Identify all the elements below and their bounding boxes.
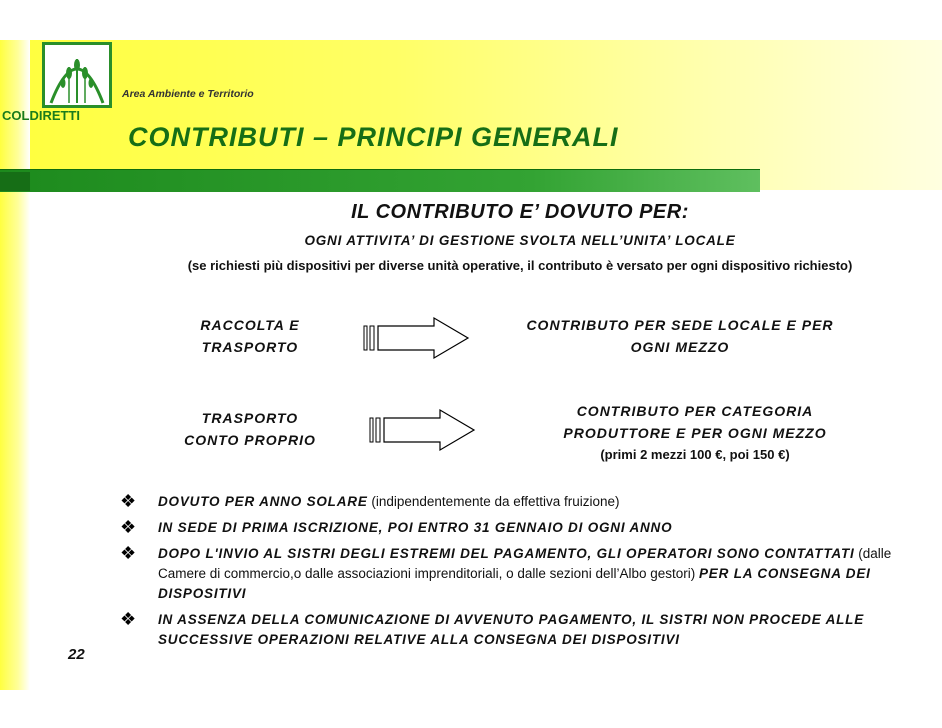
page-title: CONTRIBUTI – PRINCIPI GENERALI: [128, 122, 619, 152]
row1-right-line1: CONTRIBUTO PER SEDE LOCALE E PER: [526, 317, 834, 333]
diamond-bullet-icon: ❖: [120, 517, 137, 537]
row1-left-label: [165, 314, 335, 358]
bullet1-normal: (indipendentemente da effettiva fruizione): [367, 494, 620, 509]
bullet3-bold: DOPO L'INVIO AL SISTRI DEGLI ESTREMI DEL PAGAMENTO, GLI OPERATORI SONO CONTATTATI: [158, 546, 855, 561]
intro-note: (se richiesti più dispositivi per diverse unità operative, il contributo è versato per ogni dispositivo richiesto): [187, 258, 853, 273]
diamond-bullet-icon: ❖: [120, 609, 137, 629]
row2-left-line1: TRASPORTO: [201, 410, 299, 426]
bullet-list: [120, 492, 920, 656]
wheat-logo-icon: [45, 45, 109, 105]
bullet2-bold: IN SEDE DI PRIMA ISCRIZIONE, POI ENTRO 31 GENNAIO DI OGNI ANNO: [158, 520, 673, 535]
bullet4-bold: IN ASSENZA DELLA COMUNICAZIONE DI AVVENUTO PAGAMENTO, IL SISTRI NON PROCEDE ALLE SUCCESSIVE OPERAZIONI RELATIVE ALLA CONSEGNA DEI DISPOSITIVI: [158, 612, 865, 647]
bullet3-normal: (dalle Camere di commercio,o dalle associazioni imprenditoriali, o dalle sezioni dell’Albo gestori): [158, 546, 892, 581]
row1-right-line2: OGNI MEZZO: [630, 339, 730, 355]
row1-right-label: [490, 314, 870, 358]
row1-arrow-icon: [362, 316, 472, 360]
row2-right-line2: PRODUTTORE E PER OGNI MEZZO: [563, 425, 827, 441]
header-band: [30, 40, 942, 190]
area-label: Area Ambiente e Territorio: [122, 88, 254, 100]
list-item: [120, 544, 920, 604]
row1-left-line2: TRASPORTO: [201, 339, 299, 355]
page-number: 22: [68, 646, 85, 663]
row2-left-label: [155, 407, 345, 451]
bullet3-bold2: PER LA CONSEGNA DEI DISPOSITIVI: [158, 566, 871, 601]
row2-right-label: [520, 400, 870, 466]
row2-left-line2: CONTO PROPRIO: [184, 432, 316, 448]
row2-arrow-icon: [368, 408, 478, 452]
list-item: [120, 610, 920, 650]
intro-subheading: OGNI ATTIVITA’ DI GESTIONE SVOLTA NELL’UNITA’ LOCALE: [304, 233, 736, 248]
row2-right-line1: CONTRIBUTO PER CATEGORIA: [576, 403, 814, 419]
logo-wordmark: COLDIRETTI: [2, 108, 80, 123]
bullet1-bold: DOVUTO PER ANNO SOLARE: [158, 494, 368, 509]
coldiretti-logo: [42, 42, 112, 108]
row2-right-line3: (primi 2 mezzi 100 €, poi 150 €): [600, 447, 790, 462]
list-item: [120, 518, 920, 538]
header-green-bar: [0, 169, 760, 192]
header-green-bar-edge: [0, 172, 30, 191]
diamond-bullet-icon: ❖: [120, 543, 137, 563]
list-item: [120, 492, 920, 512]
intro-heading: IL CONTRIBUTO E’ DOVUTO PER:: [351, 201, 689, 223]
row1-left-line1: RACCOLTA E: [200, 317, 300, 333]
left-yellow-strip: [0, 40, 30, 690]
diamond-bullet-icon: ❖: [120, 491, 137, 511]
